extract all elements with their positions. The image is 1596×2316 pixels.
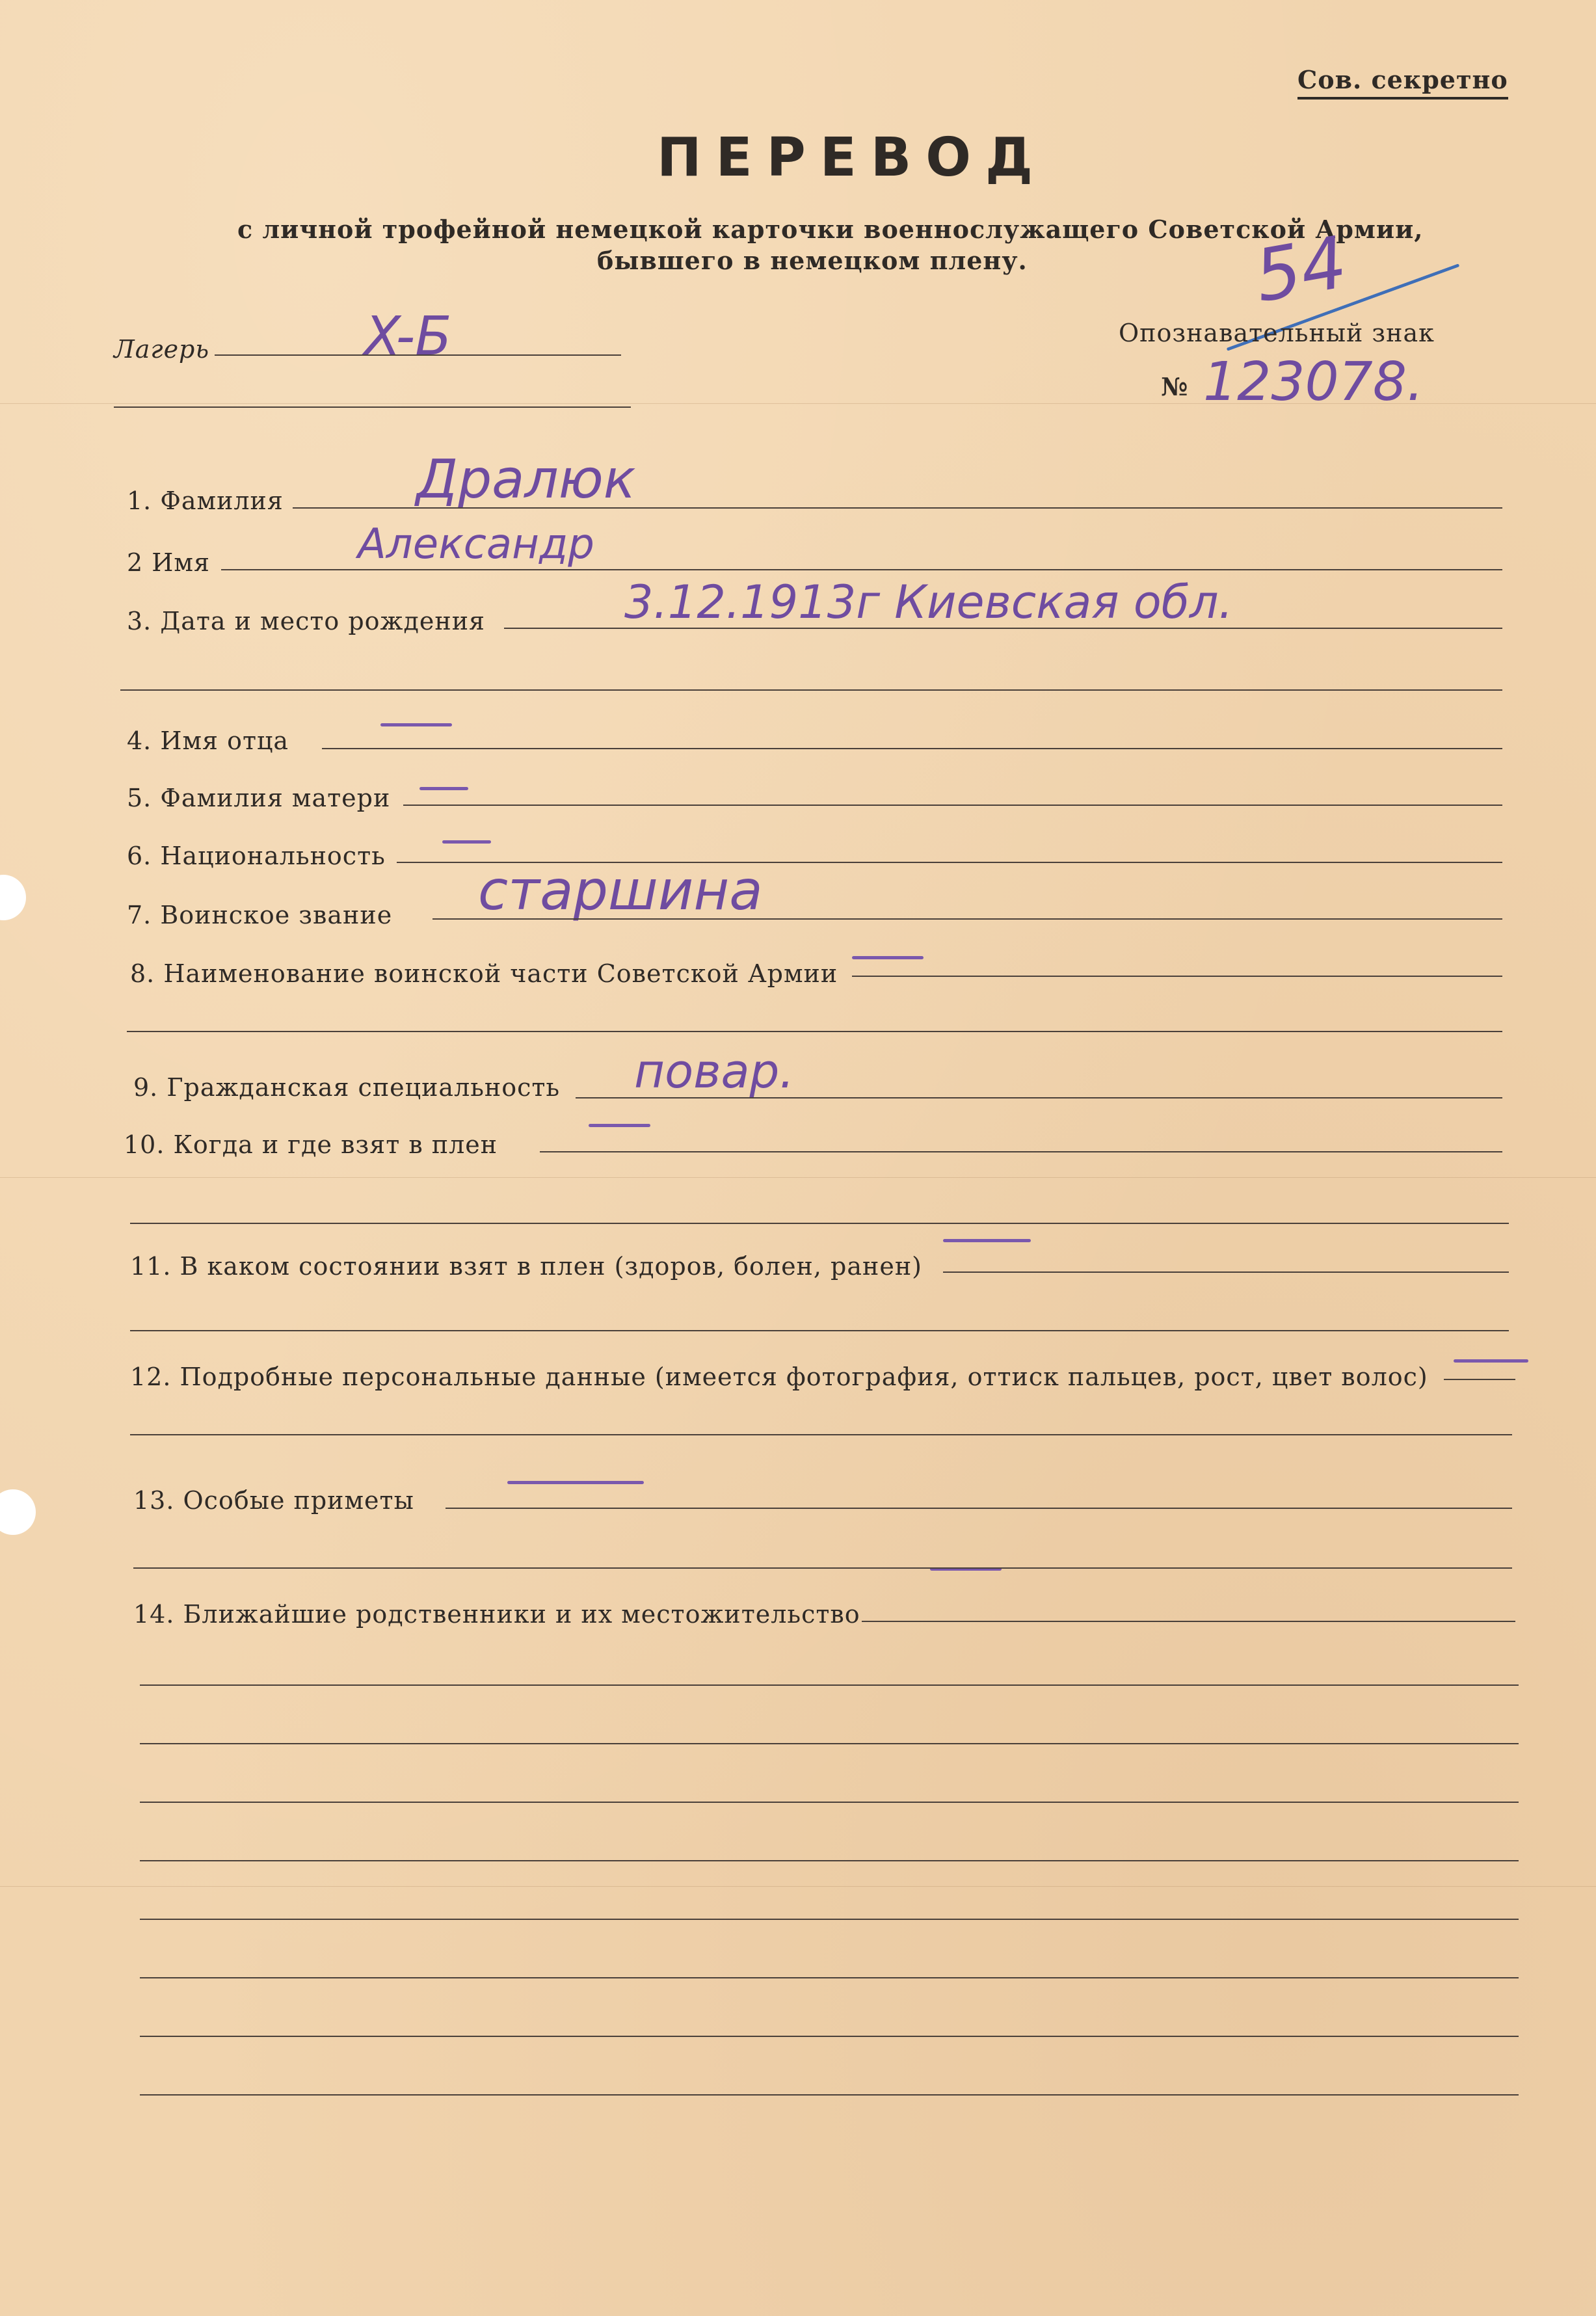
- field-12-extra-line: [130, 1434, 1512, 1435]
- paper-fold: [0, 1177, 1596, 1178]
- document-title: ПЕРЕВОД: [657, 127, 1047, 189]
- field-12-label: 12. Подробные персональные данные (имеется фотография, оттиск пальцев, рост, цвет волос): [130, 1363, 1428, 1391]
- field-13-dash: [507, 1481, 644, 1484]
- field-2-label: 2 Имя: [127, 548, 210, 577]
- field-14-blank-line: [140, 2036, 1519, 2037]
- field-14-blank-line: [140, 1743, 1519, 1744]
- field-14-blank-line: [140, 1684, 1519, 1686]
- field-5-dash: [419, 787, 468, 790]
- field-4-dash: [380, 723, 452, 726]
- field-5-line: [403, 805, 1502, 806]
- field-7-value: старшина: [478, 859, 763, 922]
- field-13-extra-line: [133, 1567, 1512, 1569]
- field-3-line: [504, 628, 1502, 629]
- field-10-extra-line: [130, 1223, 1509, 1224]
- tag-number-value: 123078.: [1203, 351, 1424, 413]
- field-4-label: 4. Имя отца: [127, 726, 289, 755]
- field-9-line: [576, 1097, 1502, 1098]
- camp-label: Лагерь: [114, 335, 210, 364]
- camp-underline: [215, 354, 621, 356]
- field-7-line: [432, 918, 1502, 920]
- field-7-label: 7. Воинское звание: [127, 901, 393, 929]
- field-1-value: Дралюк: [416, 449, 636, 511]
- field-1-line: [293, 507, 1502, 509]
- field-8-dash: [852, 956, 924, 959]
- field-8-line: [852, 976, 1502, 977]
- field-13-line: [446, 1508, 1512, 1509]
- field-14-blank-line: [140, 2094, 1519, 2096]
- tag-label: Опознавательный знак: [1119, 319, 1435, 347]
- field-6-label: 6. Национальность: [127, 842, 386, 870]
- field-14-line: [862, 1621, 1515, 1622]
- field-2-value: Александр: [358, 520, 594, 568]
- field-11-extra-line: [130, 1330, 1509, 1331]
- binder-hole: [0, 875, 26, 920]
- classification-stamp: Сов. секретно: [1297, 65, 1508, 100]
- field-9-value: повар.: [634, 1044, 795, 1098]
- field-3-value: 3.12.1913г Киевская обл.: [624, 576, 1233, 629]
- field-12-dash: [1454, 1359, 1528, 1363]
- field-2-line: [221, 569, 1502, 570]
- document-subtitle-line2: бывшего в немецком плену.: [597, 246, 1028, 275]
- binder-hole: [0, 1489, 36, 1535]
- field-10-line: [540, 1151, 1502, 1152]
- field-11-line: [943, 1271, 1509, 1273]
- field-5-label: 5. Фамилия матери: [127, 784, 391, 812]
- field-14-blank-line: [140, 1860, 1519, 1861]
- handwritten-annotation: 54: [1248, 220, 1353, 319]
- field-14-blank-line: [140, 1919, 1519, 1920]
- field-3-extra-line: [120, 689, 1502, 691]
- field-8-extra-line: [127, 1031, 1502, 1032]
- paper-fold: [0, 1886, 1596, 1887]
- field-14-blank-line: [140, 1977, 1519, 1978]
- field-6-dash: [442, 840, 491, 844]
- field-13-label: 13. Особые приметы: [133, 1486, 414, 1515]
- field-10-dash: [589, 1124, 650, 1127]
- field-11-dash: [943, 1239, 1031, 1242]
- field-9-label: 9. Гражданская специальность: [133, 1073, 561, 1102]
- field-3-label: 3. Дата и место рождения: [127, 607, 486, 635]
- field-12-line: [1444, 1379, 1515, 1380]
- camp-extra-line: [114, 406, 631, 408]
- field-8-label: 8. Наименование воинской части Советской Армии: [130, 959, 838, 988]
- field-1-label: 1. Фамилия: [127, 486, 284, 515]
- tag-number-prefix: №: [1161, 372, 1189, 401]
- camp-value: X-Б: [364, 306, 452, 367]
- field-14-label: 14. Ближайшие родственники и их местожительство: [133, 1600, 860, 1629]
- field-10-label: 10. Когда и где взят в плен: [124, 1130, 498, 1159]
- field-4-line: [322, 748, 1502, 749]
- field-11-label: 11. В каком состоянии взят в плен (здоров, болен, ранен): [130, 1252, 922, 1281]
- document-subtitle-line1: с личной трофейной немецкой карточки военнослужащего Советской Армии,: [237, 215, 1424, 244]
- field-14-blank-line: [140, 1802, 1519, 1803]
